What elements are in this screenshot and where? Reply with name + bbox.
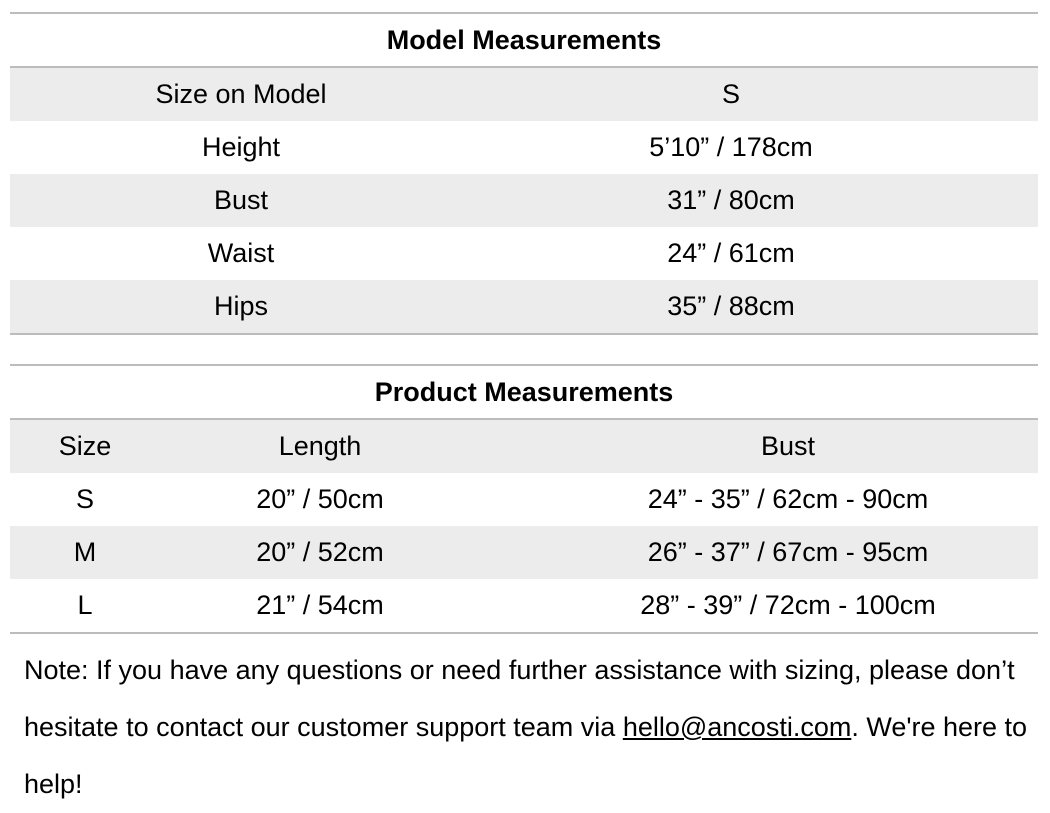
table-row [10, 174, 1038, 227]
product-measurements-table [10, 364, 1038, 634]
length-cell: 20” / 52cm [256, 537, 384, 567]
measurement-value: 35” / 88cm [667, 291, 795, 321]
model-measurements-table [10, 12, 1038, 335]
measurement-value: 31” / 80cm [667, 185, 795, 215]
bust-cell: 28” - 39” / 72cm - 100cm [640, 590, 936, 620]
table-row [10, 473, 1038, 526]
table-row [10, 280, 1038, 333]
table-row [10, 121, 1038, 174]
note-text-end: . We're here to help! [24, 712, 1028, 799]
model-measurements-title: Model Measurements [10, 14, 1038, 68]
measurement-value: 24” / 61cm [667, 238, 795, 268]
measurement-label: Bust [213, 185, 269, 215]
measurement-label: Hips [213, 291, 268, 321]
size-cell: L [77, 590, 93, 620]
table-header-row [10, 420, 1038, 473]
measurement-value: S [721, 79, 740, 109]
bust-cell: 26” - 37” / 67cm - 95cm [647, 537, 929, 567]
column-header-bust: Bust [760, 431, 816, 461]
sizing-note [24, 642, 1034, 813]
measurement-label: Height [201, 132, 281, 162]
size-cell: S [75, 484, 94, 514]
product-measurements-title: Product Measurements [10, 366, 1038, 420]
support-email-link[interactable]: hello@ancosti.com [622, 712, 852, 742]
column-header-size: Size [58, 431, 112, 461]
measurement-label: Waist [207, 238, 275, 268]
column-header-length: Length [278, 431, 362, 461]
length-cell: 21” / 54cm [256, 590, 384, 620]
table-row [10, 227, 1038, 280]
table-row [10, 526, 1038, 579]
size-cell: M [73, 537, 97, 567]
bust-cell: 24” - 35” / 62cm - 90cm [647, 484, 929, 514]
table-row [10, 68, 1038, 121]
measurement-label: Size on Model [155, 79, 327, 109]
measurement-value: 5’10” / 178cm [649, 132, 813, 162]
note-text: Note: If you have any questions or need further assistance with sizing, please don’t hesitate to contact our customer support team via [24, 655, 1015, 742]
length-cell: 20” / 50cm [256, 484, 384, 514]
table-row [10, 579, 1038, 632]
